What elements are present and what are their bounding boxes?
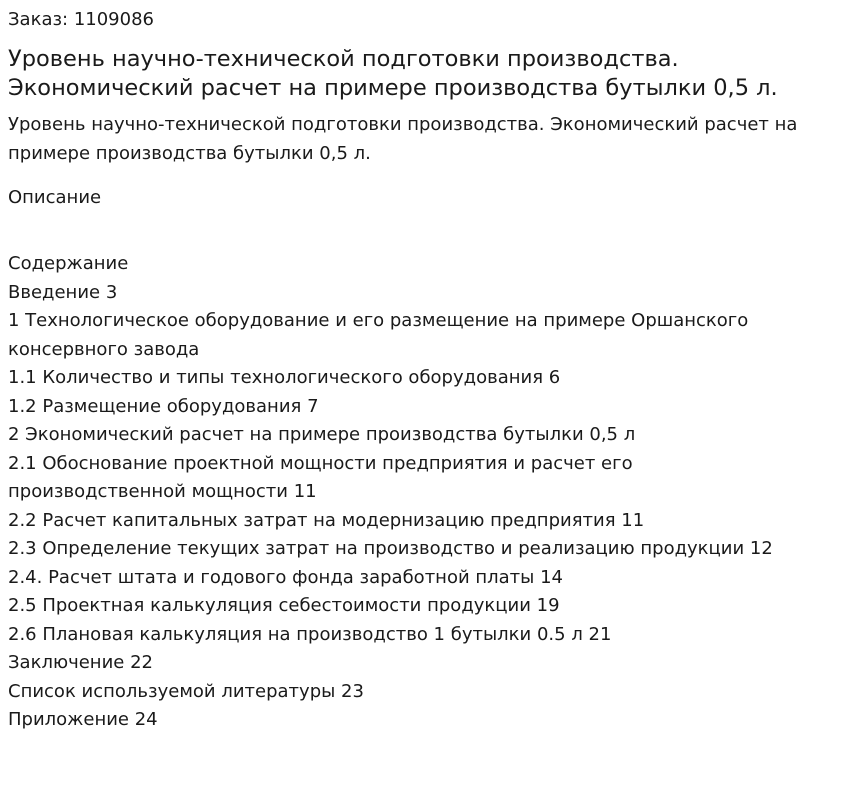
toc-item-section-2-2: 2.2 Расчет капитальных затрат на модернизацию предприятия 11: [8, 509, 645, 531]
document-title: Уровень научно-технической подготовки производства. Экономический расчет на примере производства бутылки 0,5 л.: [8, 46, 778, 101]
toc-item-section-2-3: 2.3 Определение текущих затрат на производство и реализацию продукции 12: [8, 538, 773, 559]
toc-item-references: Список используемой литературы 23: [8, 680, 364, 702]
description-heading: Описание: [8, 187, 102, 208]
toc-item-section-1-2: 1.2 Размещение оборудования 7: [8, 395, 319, 417]
toc-item-section-1: 1 Технологическое оборудование и его размещение на примере Оршанского консервного завода: [8, 310, 749, 360]
toc-item-section-2-1: 2.1 Обоснование проектной мощности предприятия и расчет его производственной мощности 11: [8, 452, 633, 502]
toc-item-section-2: 2 Экономический расчет на примере производства бутылки 0,5 л: [8, 424, 636, 445]
toc-item-section-2-5: 2.5 Проектная калькуляция себестоимости продукции 19: [8, 595, 560, 616]
toc-item-section-1-1: 1.1 Количество и типы технологического оборудования 6: [8, 367, 561, 388]
toc-item-introduction: Введение 3: [8, 281, 118, 303]
toc-item-appendix: Приложение 24: [8, 709, 158, 730]
toc-item-conclusion: Заключение 22: [8, 652, 153, 673]
order-number: Заказ: 1109086: [8, 9, 154, 30]
toc-item-section-2-6: 2.6 Плановая калькуляция на производство 1 бутылки 0.5 л 21: [8, 623, 612, 645]
document-subtitle: Уровень научно-технической подготовки производства. Экономический расчет на примере производства бутылки 0,5 л.: [8, 114, 798, 164]
toc-item-section-2-4: 2.4. Расчет штата и годового фонда заработной платы 14: [8, 566, 564, 588]
toc-item-contents: Содержание: [8, 253, 129, 274]
table-of-contents: [8, 250, 828, 735]
